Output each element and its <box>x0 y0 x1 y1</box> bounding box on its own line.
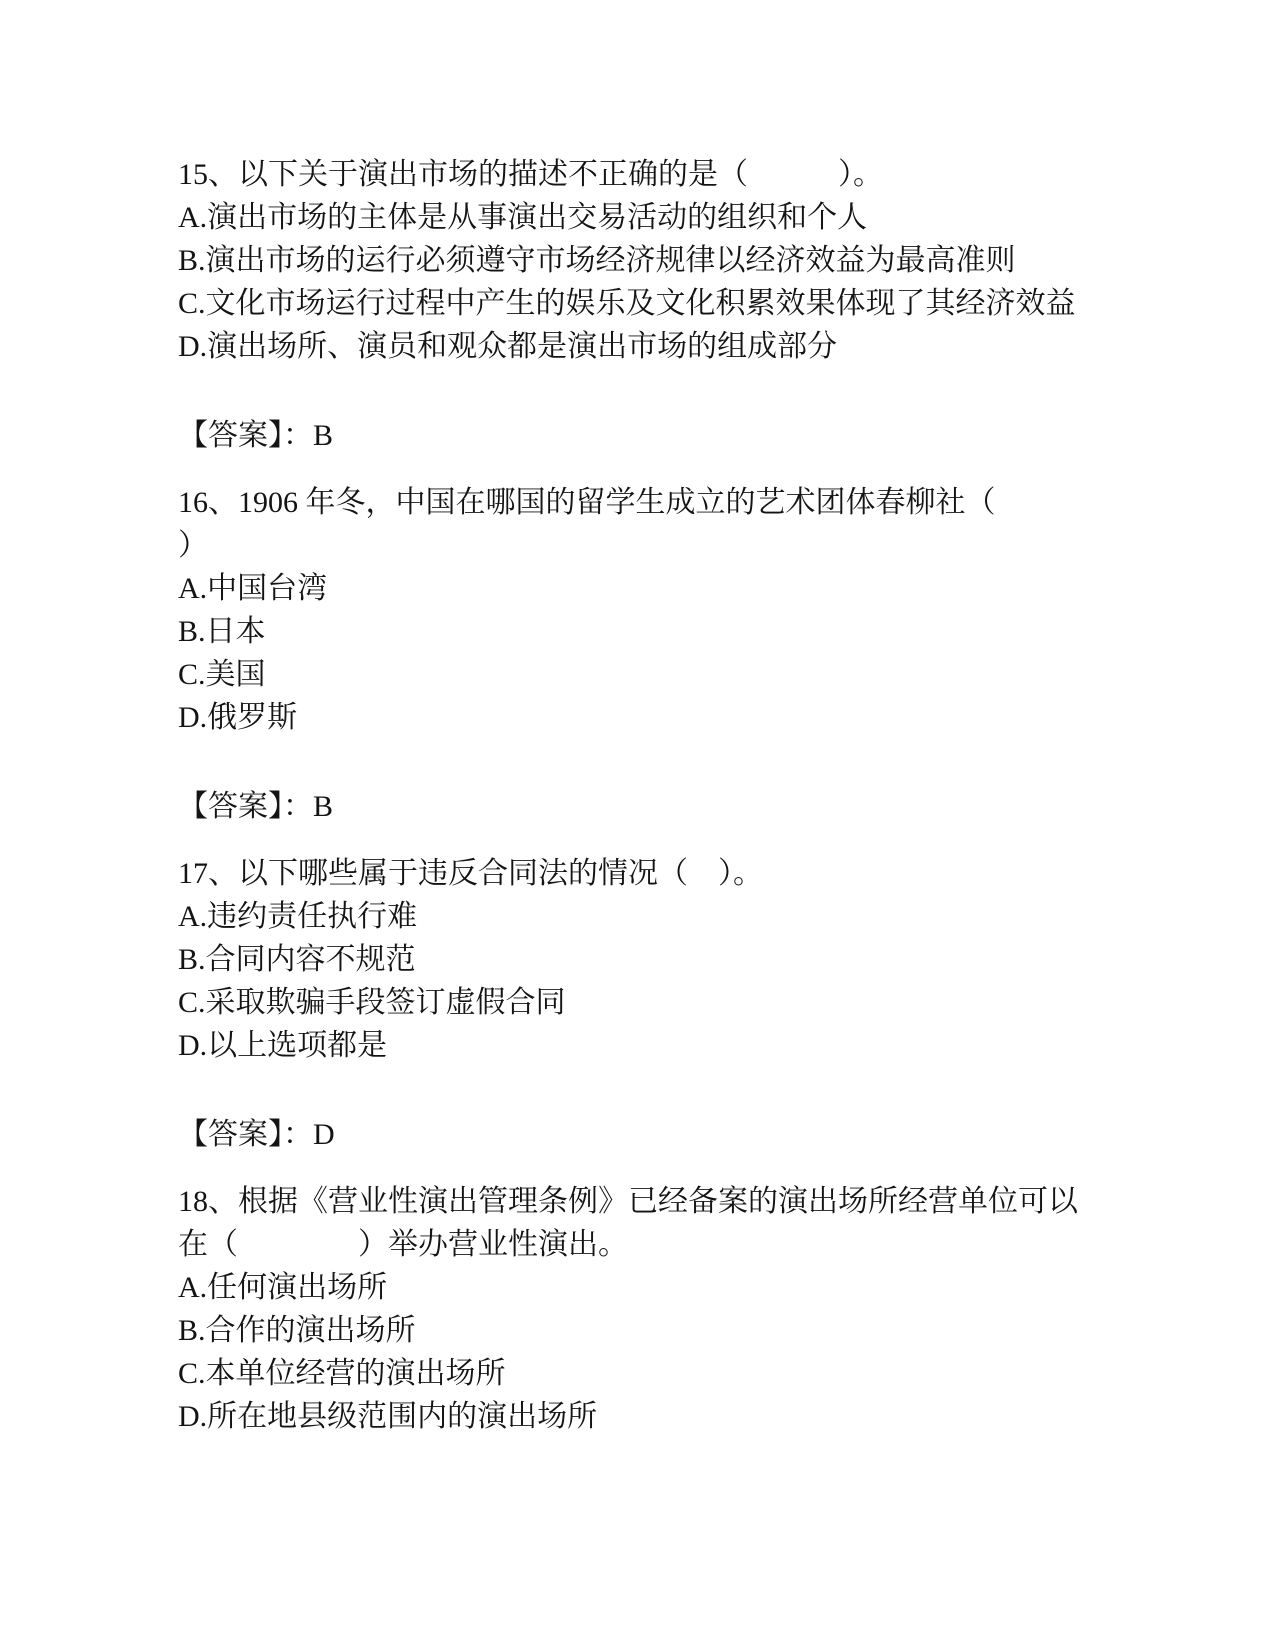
option-line: D.俄罗斯 <box>178 701 298 734</box>
question-stem-line: 在（ ）举办营业性演出。 <box>178 1228 628 1261</box>
option-line: C.美国 <box>178 658 266 691</box>
option-line: D.演出场所、演员和观众都是演出市场的组成部分 <box>178 330 838 363</box>
question-stem-line: 17、以下哪些属于违反合同法的情况（ ）。 <box>178 857 763 890</box>
question-block-18 <box>178 1180 1148 1438</box>
option-line: A.中国台湾 <box>178 572 328 605</box>
question-stem-line: 16、1906 年冬，中国在哪国的留学生成立的艺术团体春柳社（ <box>178 486 996 519</box>
answer-value: D <box>313 1118 335 1151</box>
option-line: D.以上选项都是 <box>178 1029 388 1062</box>
option-line: A.演出市场的主体是从事演出交易活动的组织和个人 <box>178 201 868 234</box>
answer-line <box>178 785 1148 828</box>
answer-value: B <box>313 419 334 452</box>
option-line: B.演出市场的运行必须遵守市场经济规律以经济效益为最高准则 <box>178 244 1016 277</box>
question-block-16 <box>178 481 1148 828</box>
answer-line <box>178 1113 1148 1156</box>
question-stem-line: ） <box>178 529 208 562</box>
option-line: C.文化市场运行过程中产生的娱乐及文化积累效果体现了其经济效益 <box>178 287 1076 320</box>
answer-label: 【答案】： <box>178 790 313 823</box>
option-line: D.所在地县级范围内的演出场所 <box>178 1400 598 1433</box>
question-block-15 <box>178 153 1148 457</box>
option-line: A.违约责任执行难 <box>178 900 418 933</box>
questions-container <box>178 153 1148 1438</box>
question-block-17 <box>178 852 1148 1156</box>
option-line: A.任何演出场所 <box>178 1271 388 1304</box>
answer-value: B <box>313 790 334 823</box>
question-stem-line: 15、以下关于演出市场的描述不正确的是（ ）。 <box>178 158 883 191</box>
answer-line <box>178 414 1148 457</box>
answer-label: 【答案】： <box>178 419 313 452</box>
question-stem-line: 18、根据《营业性演出管理条例》已经备案的演出场所经营单位可以 <box>178 1185 1078 1218</box>
answer-label: 【答案】： <box>178 1118 313 1151</box>
option-line: B.日本 <box>178 615 266 648</box>
option-line: C.采取欺骗手段签订虚假合同 <box>178 986 566 1019</box>
option-line: C.本单位经营的演出场所 <box>178 1357 506 1390</box>
option-line: B.合作的演出场所 <box>178 1314 416 1347</box>
option-line: B.合同内容不规范 <box>178 943 416 976</box>
